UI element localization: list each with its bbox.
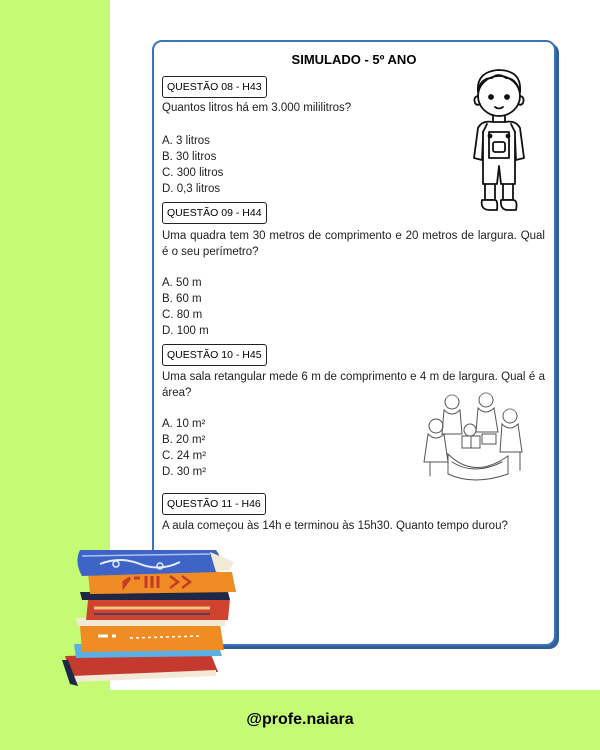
books-stack-illustration xyxy=(60,548,240,693)
option-a: A. 50 m xyxy=(162,277,202,289)
option-c: C. 80 m xyxy=(162,309,203,321)
option-a: A. 3 litros xyxy=(162,135,210,147)
question-11-label: QUESTÃO 11 - H46 xyxy=(162,493,266,515)
option-b: B. 60 m xyxy=(162,293,202,305)
question-10-label: QUESTÃO 10 - H45 xyxy=(162,344,267,366)
option-c: C. 24 m² xyxy=(162,450,207,462)
option-b: B. 20 m² xyxy=(162,434,206,446)
question-10-text: Uma sala retangular mede 6 m de comprimento e 4 m de largura. Qual é a área? xyxy=(162,371,545,399)
question-08-text: Quantos litros há em 3.000 mililitros? xyxy=(162,102,352,114)
worksheet-title: SIMULADO - 5º ANO xyxy=(291,52,417,67)
question-09-options xyxy=(162,275,209,339)
question-09-label: QUESTÃO 09 - H44 xyxy=(162,202,267,224)
question-11-text: A aula começou às 14h e terminou às 15h30. Quanto tempo durou? xyxy=(162,520,508,532)
question-10-options xyxy=(162,416,206,480)
boy-illustration xyxy=(460,66,538,218)
question-08-options xyxy=(162,133,223,197)
option-d: D. 100 m xyxy=(162,325,209,337)
question-08-label: QUESTÃO 08 - H43 xyxy=(162,76,267,98)
option-c: C. 300 litros xyxy=(162,167,224,179)
option-d: D. 0,3 litros xyxy=(162,183,221,195)
option-b: B. 30 litros xyxy=(162,151,217,163)
author-handle: @profe.naiara xyxy=(246,711,354,728)
option-d: D. 30 m² xyxy=(162,466,207,478)
option-a: A. 10 m² xyxy=(162,418,206,430)
question-09-text: Uma quadra tem 30 metros de comprimento e 20 metros de largura. Qual é o seu perímetro? xyxy=(162,230,545,258)
children-reading-illustration xyxy=(422,390,526,482)
